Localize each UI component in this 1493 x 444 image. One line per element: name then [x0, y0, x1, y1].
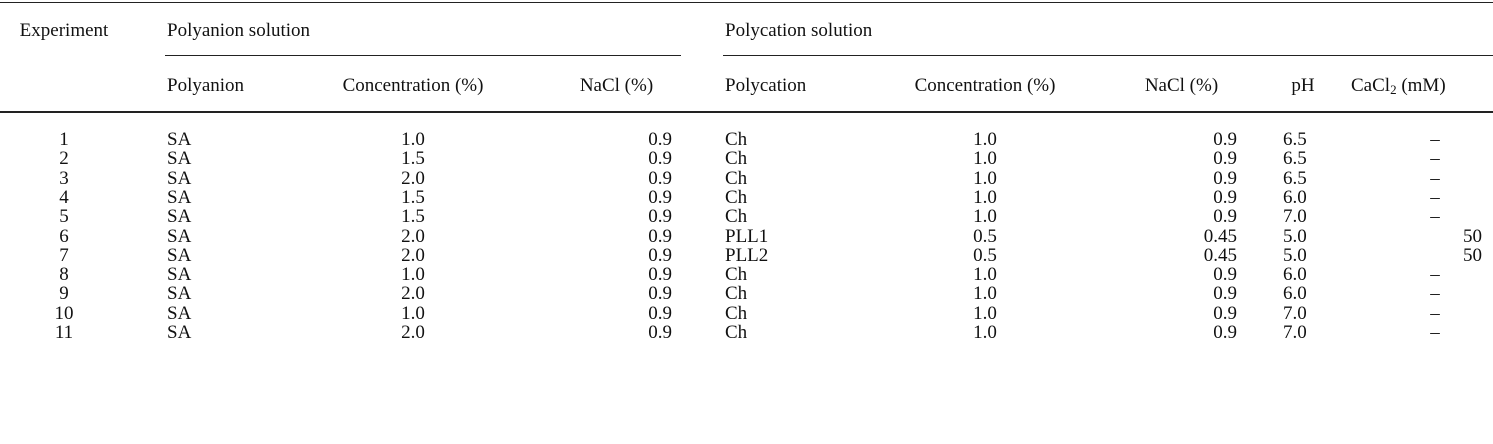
cell-anion-nacl: 0.9 [648, 148, 672, 170]
cell-polyanion: SA [167, 186, 192, 208]
cell-cacl2: 50 [1463, 244, 1482, 266]
cell-ph: 6.5 [1283, 129, 1307, 150]
cell-cation-concentration: 1.0 [973, 302, 997, 324]
cell-polycation: Ch [725, 186, 748, 208]
cell-cacl2: – [1430, 148, 1440, 170]
cell-ph: 6.0 [1283, 283, 1307, 305]
cell-cacl2: – [1430, 206, 1440, 228]
polyanion-group-rule [165, 55, 681, 56]
cell-cation-nacl: 0.9 [1213, 283, 1237, 305]
polycation-group-rule [723, 55, 1493, 56]
header-cacl2 [1351, 75, 1493, 97]
cell-polycation: Ch [725, 322, 748, 343]
cell-cacl2: – [1430, 322, 1440, 343]
cell-cacl2: – [1430, 264, 1440, 286]
cell-polycation: PLL1 [725, 225, 769, 247]
cell-polycation: Ch [725, 206, 748, 228]
cell-anion-concentration: 1.5 [401, 148, 425, 170]
cell-cacl2: 50 [1463, 225, 1482, 247]
cell-cation-concentration: 0.5 [973, 225, 997, 247]
cell-experiment: 10 [54, 302, 74, 324]
cell-ph: 6.5 [1283, 148, 1307, 170]
cell-ph: 6.0 [1283, 186, 1307, 208]
cell-cation-concentration: 1.0 [973, 148, 997, 170]
header-anion-nacl: NaCl (%) [579, 75, 654, 96]
header-polyanion-solution: Polyanion solution [167, 20, 311, 41]
cell-cation-concentration: 1.0 [973, 129, 997, 150]
cell-cation-nacl: 0.45 [1203, 225, 1237, 247]
cell-anion-concentration: 1.5 [401, 186, 425, 208]
header-cacl2-suffix: (mM) [1396, 75, 1446, 96]
cell-anion-concentration: 2.0 [401, 167, 425, 189]
cell-anion-concentration: 1.0 [401, 129, 425, 150]
cell-ph: 6.5 [1283, 167, 1307, 189]
cell-anion-nacl: 0.9 [648, 322, 672, 343]
cell-anion-nacl: 0.9 [648, 186, 672, 208]
cell-ph: 7.0 [1283, 206, 1307, 228]
cell-cacl2: – [1430, 302, 1440, 324]
cell-cation-concentration: 1.0 [973, 206, 997, 228]
cell-cacl2: – [1430, 129, 1440, 150]
cell-ph: 6.0 [1283, 264, 1307, 286]
cell-cacl2: – [1430, 186, 1440, 208]
cell-polycation: Ch [725, 302, 748, 324]
cell-anion-concentration: 2.0 [401, 244, 425, 266]
cell-experiment: 9 [59, 283, 69, 305]
cell-experiment: 8 [59, 264, 69, 286]
cell-anion-nacl: 0.9 [648, 244, 672, 266]
header-cation-nacl: NaCl (%) [1144, 75, 1219, 96]
cell-ph: 5.0 [1283, 225, 1307, 247]
cell-polyanion: SA [167, 283, 192, 305]
cell-experiment: 7 [59, 244, 69, 266]
header-bottom-rule [0, 111, 1493, 113]
cell-anion-nacl: 0.9 [648, 206, 672, 228]
cell-anion-concentration: 1.5 [401, 206, 425, 228]
cell-cacl2: – [1430, 283, 1440, 305]
header-polycation: Polycation [725, 75, 807, 96]
header-anion-concentration: Concentration (%) [342, 75, 484, 96]
header-cacl2-subscript: 2 [1390, 82, 1397, 97]
cell-cation-concentration: 1.0 [973, 283, 997, 305]
cell-anion-concentration: 2.0 [401, 322, 425, 343]
cell-anion-concentration: 1.0 [401, 302, 425, 324]
cell-anion-concentration: 2.0 [401, 283, 425, 305]
cell-experiment: 11 [54, 322, 74, 343]
cell-cation-nacl: 0.9 [1213, 322, 1237, 343]
cell-anion-concentration: 2.0 [401, 225, 425, 247]
cell-experiment: 4 [59, 186, 69, 208]
cell-anion-nacl: 0.9 [648, 167, 672, 189]
header-cacl2-prefix: CaCl [1351, 75, 1391, 96]
cell-experiment: 6 [59, 225, 69, 247]
cell-polycation: Ch [725, 167, 748, 189]
cell-cation-nacl: 0.9 [1213, 302, 1237, 324]
cell-ph: 5.0 [1283, 244, 1307, 266]
cell-cation-nacl: 0.9 [1213, 167, 1237, 189]
cell-polyanion: SA [167, 244, 192, 266]
cell-cation-concentration: 1.0 [973, 186, 997, 208]
cell-polyanion: SA [167, 322, 192, 343]
cell-anion-nacl: 0.9 [648, 129, 672, 150]
cell-cation-nacl: 0.45 [1203, 244, 1237, 266]
cell-cation-nacl: 0.9 [1213, 264, 1237, 286]
cell-polyanion: SA [167, 148, 192, 170]
table-top-rule [0, 2, 1493, 3]
table-row [0, 322, 1493, 344]
cell-experiment: 5 [59, 206, 69, 228]
cell-anion-nacl: 0.9 [648, 283, 672, 305]
cell-anion-nacl: 0.9 [648, 225, 672, 247]
cell-polyanion: SA [167, 129, 192, 150]
cell-cation-concentration: 1.0 [973, 322, 997, 343]
cell-polycation: Ch [725, 264, 748, 286]
cell-cation-concentration: 1.0 [973, 167, 997, 189]
cell-polyanion: SA [167, 206, 192, 228]
cell-experiment: 3 [59, 167, 69, 189]
cell-polyanion: SA [167, 167, 192, 189]
cell-cation-nacl: 0.9 [1213, 148, 1237, 170]
cell-cation-nacl: 0.9 [1213, 206, 1237, 228]
cell-experiment: 1 [59, 129, 69, 150]
cell-polyanion: SA [167, 264, 192, 286]
cell-cation-nacl: 0.9 [1213, 129, 1237, 150]
cell-polycation: PLL2 [725, 244, 769, 266]
cell-anion-nacl: 0.9 [648, 264, 672, 286]
cell-cacl2: – [1430, 167, 1440, 189]
cell-experiment: 2 [59, 148, 69, 170]
cell-polycation: Ch [725, 148, 748, 170]
cell-ph: 7.0 [1283, 302, 1307, 324]
cell-polycation: Ch [725, 283, 748, 305]
header-ph: pH [1291, 75, 1315, 96]
header-cation-concentration: Concentration (%) [914, 75, 1056, 96]
header-polycation-solution: Polycation solution [725, 20, 873, 41]
cell-cation-concentration: 0.5 [973, 244, 997, 266]
cell-cation-nacl: 0.9 [1213, 186, 1237, 208]
cell-polyanion: SA [167, 225, 192, 247]
cell-anion-concentration: 1.0 [401, 264, 425, 286]
cell-ph: 7.0 [1283, 322, 1307, 343]
header-polyanion: Polyanion [167, 75, 245, 96]
cell-anion-nacl: 0.9 [648, 302, 672, 324]
cell-polyanion: SA [167, 302, 192, 324]
header-experiment: Experiment [19, 20, 109, 41]
cell-cation-concentration: 1.0 [973, 264, 997, 286]
cell-polycation: Ch [725, 129, 748, 150]
